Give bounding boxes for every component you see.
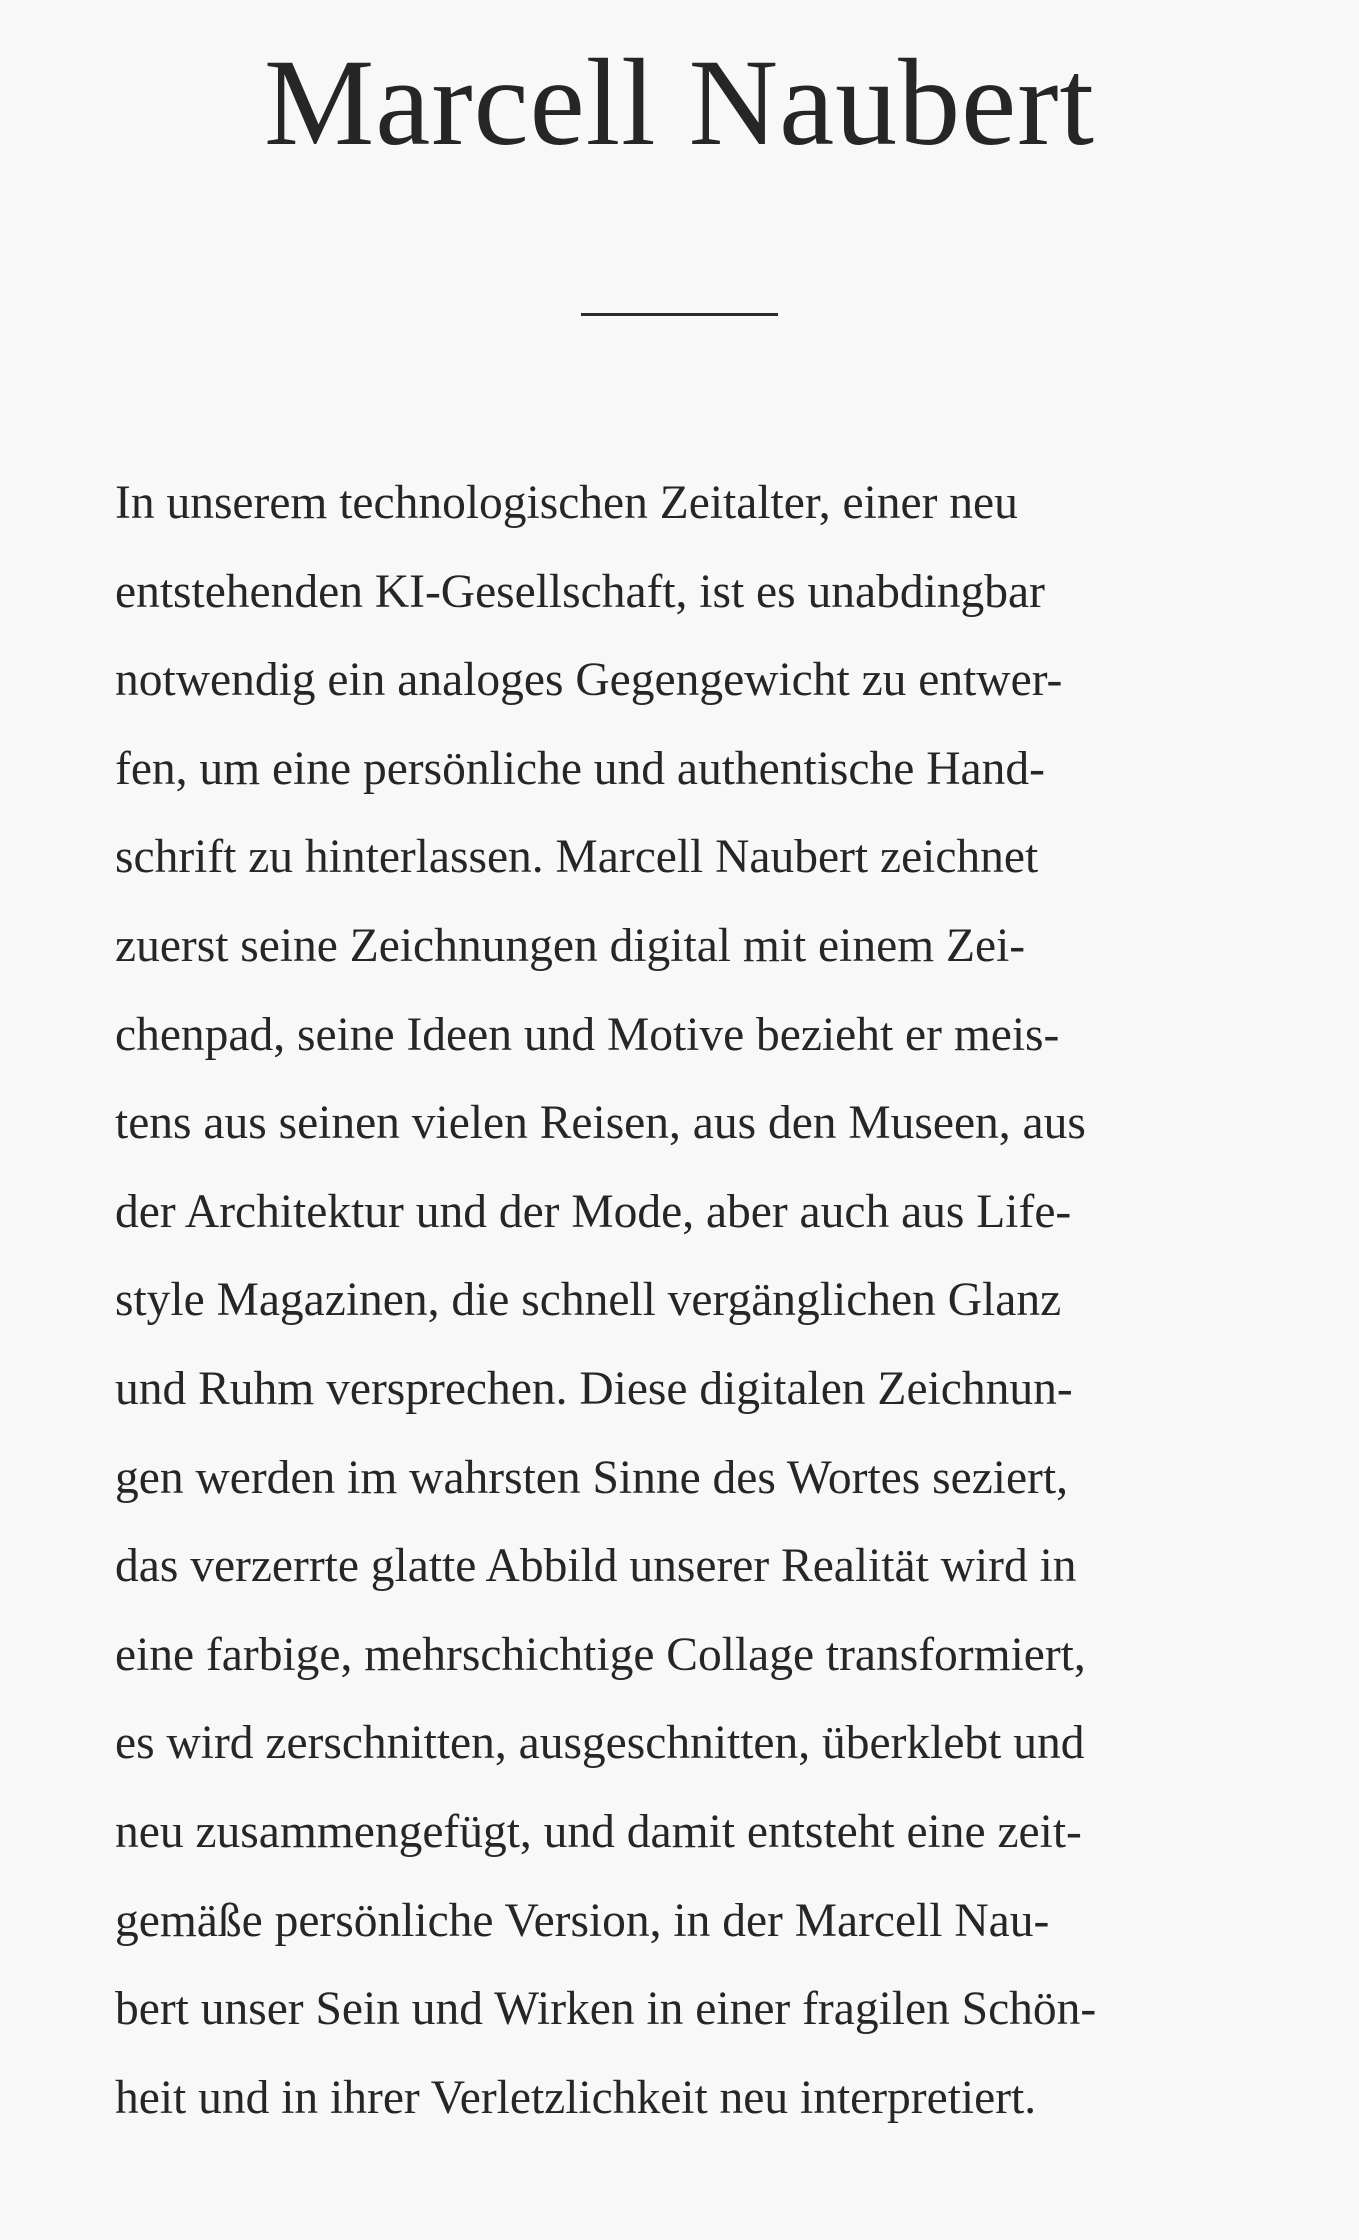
paragraph-line: entstehenden KI-Gesellschaft, ist es unabdingbar	[115, 565, 1045, 618]
paragraph-line: es wird zerschnitten, ausgeschnitten, überklebt und	[115, 1717, 1085, 1770]
title-divider	[581, 313, 778, 316]
paragraph-line: zuerst seine Zeichnungen digital mit einem Zei-	[115, 919, 1026, 972]
paragraph-line: eine farbige, mehrschichtige Collage transformiert,	[115, 1628, 1086, 1681]
paragraph-line: und Ruhm versprechen. Diese digitalen Zeichnun-	[115, 1362, 1073, 1415]
paragraph-line: schrift zu hinterlassen. Marcell Naubert zeichnet	[115, 831, 1039, 884]
paragraph-line: das verzerrte glatte Abbild unserer Realität wird in	[115, 1540, 1077, 1593]
paragraph-line: notwendig ein analoges Gegengewicht zu entwer-	[115, 654, 1063, 707]
paragraph-line: gemäße persönliche Version, in der Marcell Nau-	[115, 1894, 1050, 1947]
paragraph-line: chenpad, seine Ideen und Motive bezieht er meis-	[115, 1008, 1060, 1061]
paragraph-line: heit und in ihrer Verletzlichkeit neu interpretiert.	[115, 2071, 1037, 2124]
paragraph-line: neu zusammengefügt, und damit entsteht eine zeit-	[115, 1805, 1082, 1858]
paragraph-line: gen werden im wahrsten Sinne des Wortes seziert,	[115, 1451, 1068, 1504]
paragraph-line: fen, um eine persönliche und authentische Hand-	[115, 742, 1045, 795]
body-paragraph	[115, 459, 1255, 2142]
paragraph-line: style Magazinen, die schnell vergänglichen Glanz	[115, 1274, 1062, 1327]
paragraph-line: In unserem technologischen Zeitalter, einer neu	[115, 477, 1018, 529]
page-title: Marcell Naubert	[264, 34, 1095, 171]
paragraph-line: bert unser Sein und Wirken in einer fragilen Schön-	[115, 1983, 1097, 2036]
paragraph-line: tens aus seinen vielen Reisen, aus den Museen, aus	[115, 1097, 1086, 1150]
paragraph-line: der Architektur und der Mode, aber auch aus Life-	[115, 1185, 1072, 1238]
